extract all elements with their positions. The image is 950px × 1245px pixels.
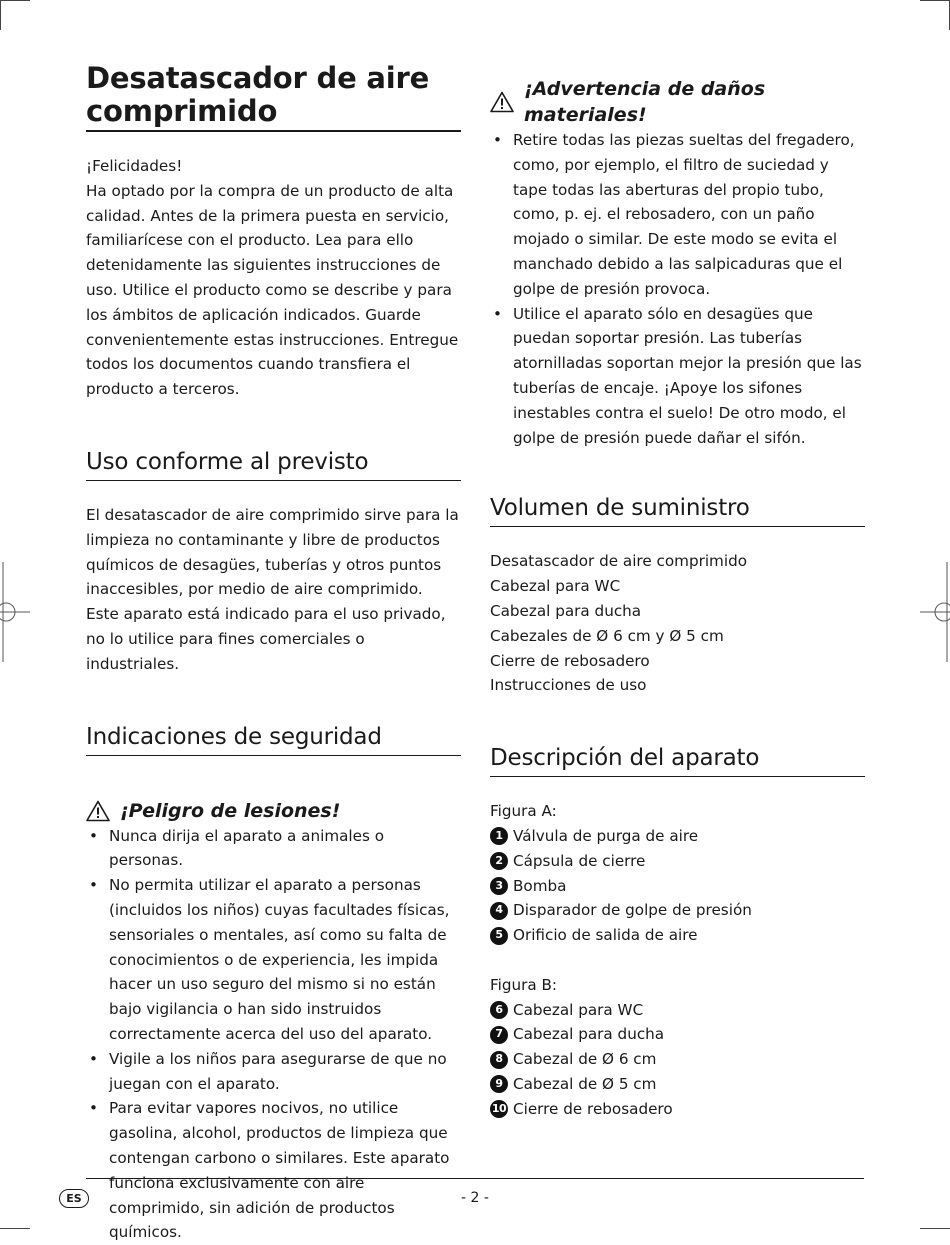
list-item-text: Cabezal para ducha — [513, 1025, 665, 1044]
section-title-volumen: Volumen de suministro — [490, 494, 865, 527]
uso-paragraph: El desatascador de aire comprimido sirve para la limpieza no contaminante y libre de productos químicos de desagües, tuberías y otros puntos inaccesibles, por medio de aire comprimido. — [86, 505, 459, 599]
list-item: Desatascador de aire comprimido — [490, 552, 748, 571]
list-item — [490, 1072, 865, 1097]
list-item-text: Orificio de salida de aire — [513, 926, 698, 945]
warning-heading-damage — [490, 76, 865, 128]
list-item — [490, 998, 865, 1023]
language-badge: ES — [59, 1189, 89, 1208]
number-badge: 5 — [490, 927, 508, 945]
list-item-text: Cierre de rebosadero — [513, 1099, 673, 1118]
number-badge: 10 — [490, 1100, 508, 1118]
list-item-text: Utilice el aparato sólo en desagües que puedan soportar presión. Las tuberías atornilladas soportan mejor la presión que las tuberías de encaje. ¡Apoye los sifones inestables contra el suelo! De otro modo, el golpe de presión puede dañar el sifón. — [513, 304, 862, 447]
list-item: Cierre de rebosadero — [490, 651, 650, 670]
section-title-descripcion: Descripción del aparato — [490, 744, 865, 777]
list-item-text: Cabezal de Ø 5 cm — [513, 1074, 657, 1093]
figure-a-label: Figura A: — [490, 802, 557, 821]
crop-mark — [0, 0, 1, 30]
uso-paragraph: Este aparato está indicado para el uso privado, no lo utilice para fines comerciales o industriales. — [86, 605, 446, 673]
section-title-seguridad: Indicaciones de seguridad — [86, 723, 461, 756]
list-item — [490, 849, 865, 874]
list-item-text: Vigile a los niños para asegurarse de que no juegan con el aparato. — [109, 1049, 447, 1093]
figure-b-list — [490, 998, 865, 1122]
list-item — [490, 1022, 865, 1047]
figure-a-list — [490, 824, 865, 948]
right-column — [490, 76, 865, 1122]
list-item: Cabezal para WC — [490, 577, 621, 596]
warning-triangle-icon — [490, 91, 514, 113]
crop-mark — [0, 0, 30, 1]
number-badge: 2 — [490, 852, 508, 870]
list-item: • Nunca dirija el aparato a animales o personas. — [89, 826, 385, 870]
figure-b-label: Figura B: — [490, 975, 558, 994]
number-badge: 7 — [490, 1026, 508, 1044]
intro-text: Ha optado por la compra de un producto de alta calidad. Antes de la primera puesta en servicio, familiarícese con el producto. Lea para ello detenidamente las siguientes instrucciones de uso. Utilice el producto como se describe y para los ámbitos de aplicación indicados. Guarde convenientemente estas instrucciones. Entregue todos los documentos cuando transfiera el producto a terceros. — [86, 181, 459, 399]
list-item — [490, 923, 865, 948]
list-item-text: Cápsula de cierre — [513, 851, 646, 870]
number-badge: 6 — [490, 1001, 508, 1019]
list-item: • Vigile a los niños para asegurarse de que no juegan con el aparato. — [89, 1049, 447, 1093]
warning-title: ¡Advertencia de daños materiales! — [524, 78, 766, 126]
warning-triangle-icon — [86, 800, 110, 822]
list-item-text: Nunca dirija el aparato a animales o personas. — [109, 826, 385, 870]
safety-list — [86, 824, 461, 1245]
list-item-text: Disparador de golpe de presión — [513, 901, 752, 920]
list-item-text: Cabezal para WC — [513, 1000, 644, 1019]
number-badge: 4 — [490, 902, 508, 920]
list-item: Cabezal para ducha — [490, 601, 642, 620]
list-item-text: Para evitar vapores nocivos, no utilice gasolina, alcohol, productos de limpieza que contengan carbono o similares. Este aparato funciona exclusivamente con aire comprimido, sin adición de productos químicos. — [109, 1099, 450, 1242]
list-item-text: Retire todas las piezas sueltas del fregadero, como, por ejemplo, el filtro de suciedad y tape todas las aberturas del propio tubo, como, p. ej. el rebosadero, con un paño mojado o similar. De este modo se evita el manchado debido a las salpicaduras que el golpe de presión provoca. — [513, 131, 855, 298]
list-item-text: Válvula de purga de aire — [513, 826, 699, 845]
list-item-text: Cabezal de Ø 6 cm — [513, 1050, 657, 1069]
list-item — [490, 898, 865, 923]
supply-list — [490, 549, 865, 698]
registration-mark-left — [0, 562, 30, 662]
list-item — [490, 1047, 865, 1072]
list-item-text: Bomba — [513, 876, 567, 895]
list-item-text: No permita utilizar el aparato a personas (incluidos los niños) cuyas facultades físicas, sensoriales o mentales, así como su falta de conocimientos o de experiencia, les impida hacer un uso seguro del mismo si no están bajo vigilancia o han sido instruidos correctamente acerca del uso del aparato. — [109, 876, 450, 1043]
list-item: • Retire todas las piezas sueltas del fregadero, como, por ejemplo, el filtro de suciedad y tape todas las aberturas del propio tubo, como, p. ej. el rebosadero, con un paño mojado o similar. De este modo se evita el manchado debido a las salpicaduras que el golpe de presión provoca. — [493, 131, 855, 298]
list-item: Instrucciones de uso — [490, 676, 647, 695]
number-badge: 8 — [490, 1051, 508, 1069]
number-badge: 1 — [490, 827, 508, 845]
list-item — [490, 824, 865, 849]
list-item — [490, 1097, 865, 1122]
list-item: Cabezales de Ø 6 cm y Ø 5 cm — [490, 626, 724, 645]
registration-mark-right — [920, 562, 950, 662]
list-item — [490, 874, 865, 899]
section-title-uso: Uso conforme al previsto — [86, 448, 461, 481]
intro-greeting: ¡Felicidades! — [86, 157, 183, 175]
footer-divider — [86, 1178, 864, 1179]
warning-heading-injury — [86, 798, 461, 824]
document-title: Desatascador de aire comprimido — [86, 62, 461, 132]
number-badge: 3 — [490, 877, 508, 895]
page-number: - 2 - — [461, 1190, 489, 1206]
damage-list — [490, 128, 865, 450]
list-item: • Utilice el aparato sólo en desagües que puedan soportar presión. Las tuberías atornilladas soportan mejor la presión que las tuberías de encaje. ¡Apoye los sifones inestables contra el suelo! De otro modo, el golpe de presión puede dañar el sifón. — [493, 304, 862, 447]
list-item: • No permita utilizar el aparato a personas (incluidos los niños) cuyas facultades físicas, sensoriales o mentales, así como su falta de conocimientos o de experiencia, les impida hacer un uso seguro del mismo si no están bajo vigilancia o han sido instruidos correctamente acerca del uso del aparato. — [89, 876, 450, 1043]
warning-title: ¡Peligro de lesiones! — [120, 799, 341, 822]
list-item: • Para evitar vapores nocivos, no utilice gasolina, alcohol, productos de limpieza que contengan carbono o similares. Este aparato funciona exclusivamente con aire comprimido, sin adición de productos químicos. — [89, 1099, 450, 1242]
left-column — [86, 62, 461, 1245]
crop-mark — [920, 0, 950, 1]
number-badge: 9 — [490, 1075, 508, 1093]
